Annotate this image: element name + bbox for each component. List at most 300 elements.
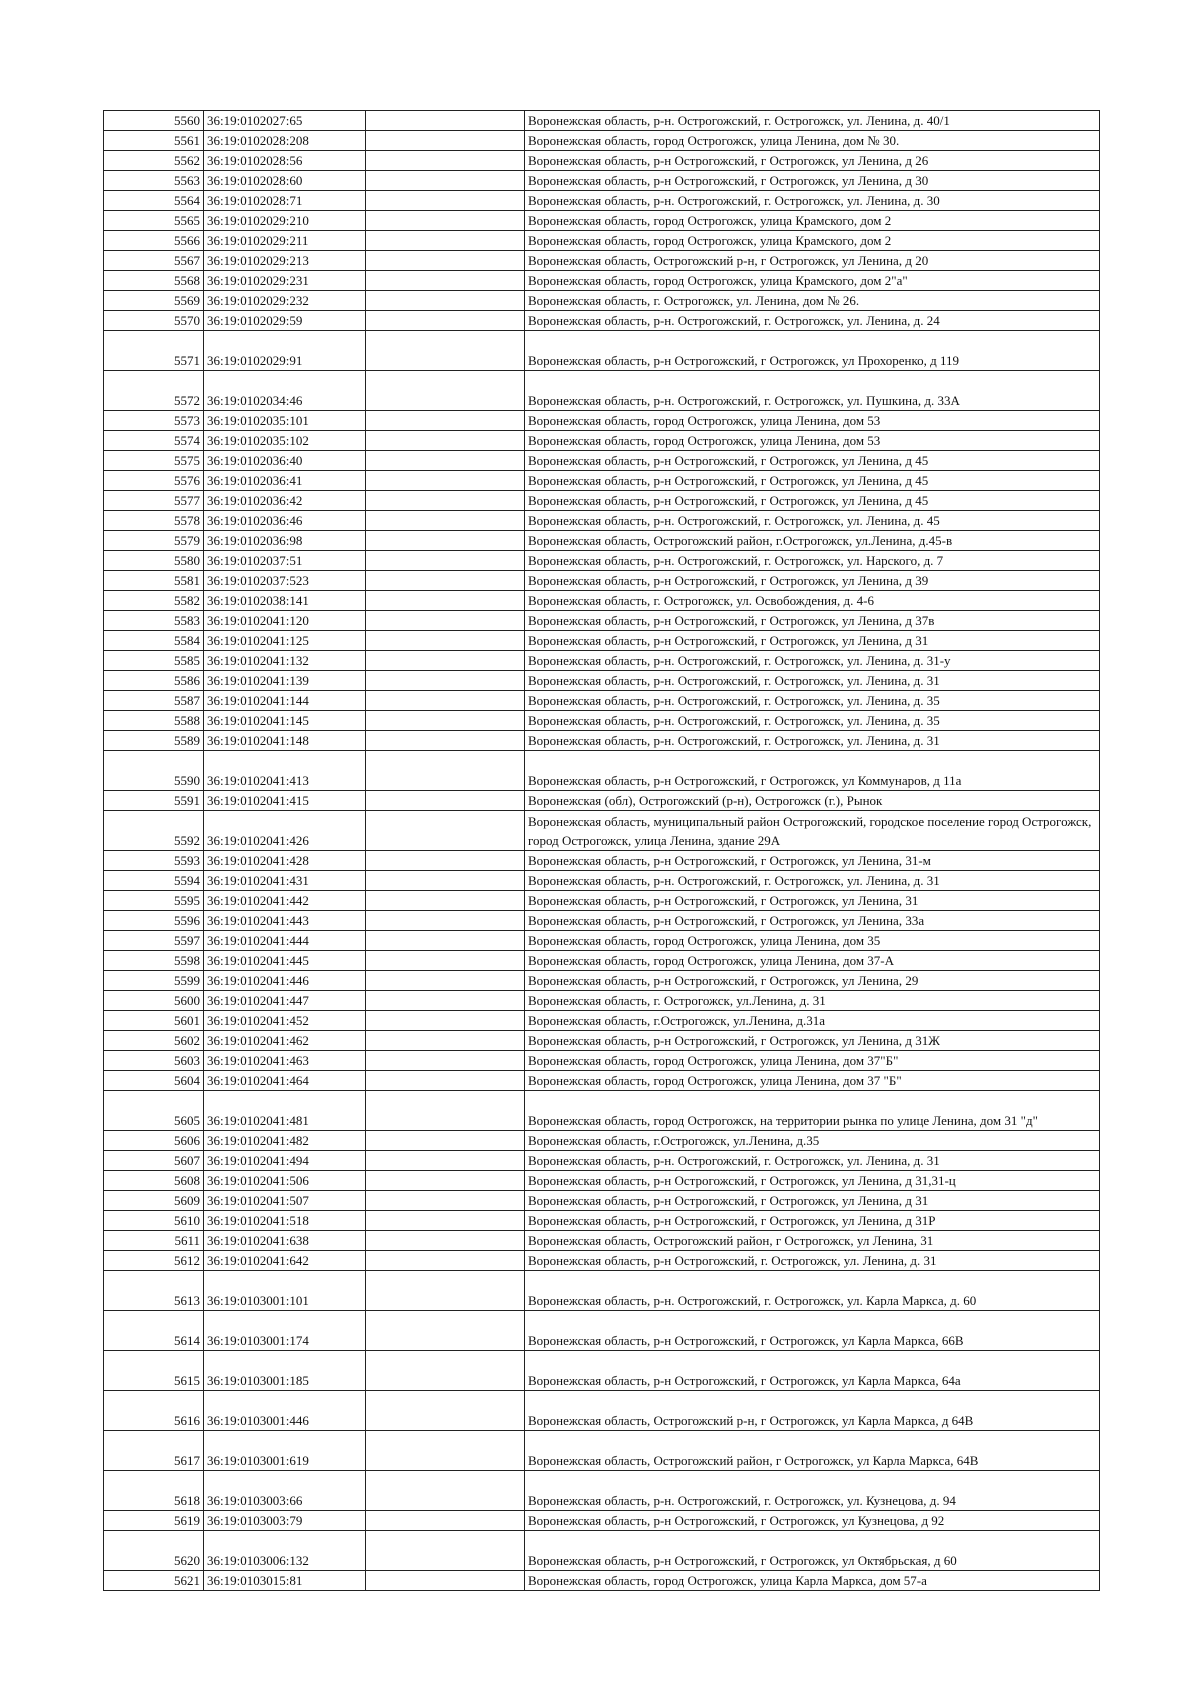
empty-cell (366, 231, 525, 251)
table-row (104, 311, 1100, 331)
address-cell: Воронежская область, р-н. Острогожский, г. Острогожск, ул. Кузнецова, д. 94 (525, 1471, 1100, 1511)
row-number-cell: 5615 (104, 1351, 204, 1391)
row-number-cell: 5572 (104, 371, 204, 411)
row-number-cell: 5602 (104, 1031, 204, 1051)
cadastral-number-cell: 36:19:0102041:462 (204, 1031, 366, 1051)
address-cell: Воронежская область, Острогожский район, г.Острогожск, ул.Ленина, д.45-в (525, 531, 1100, 551)
table-row (104, 871, 1100, 891)
empty-cell (366, 471, 525, 491)
cadastral-number-cell: 36:19:0102035:102 (204, 431, 366, 451)
table-row (104, 151, 1100, 171)
row-number-cell: 5598 (104, 951, 204, 971)
table-row (104, 1051, 1100, 1071)
table-row (104, 1251, 1100, 1271)
cadastral-number-cell: 36:19:0102035:101 (204, 411, 366, 431)
table-row (104, 1571, 1100, 1591)
cadastral-number-cell: 36:19:0102041:445 (204, 951, 366, 971)
cadastral-number-cell: 36:19:0102041:481 (204, 1091, 366, 1131)
empty-cell (366, 1471, 525, 1511)
table-row (104, 431, 1100, 451)
cadastral-number-cell: 36:19:0102036:41 (204, 471, 366, 491)
row-number-cell: 5584 (104, 631, 204, 651)
empty-cell (366, 711, 525, 731)
address-cell: Воронежская область, р-н. Острогожский, г. Острогожск, ул. Карла Маркса, д. 60 (525, 1271, 1100, 1311)
empty-cell (366, 951, 525, 971)
table-row (104, 231, 1100, 251)
address-cell: Воронежская область, город Острогожск, улица Ленина, дом 37-А (525, 951, 1100, 971)
address-cell: Воронежская область, р-н Острогожский, г Острогожск, ул Ленина, 33а (525, 911, 1100, 931)
table-row (104, 1191, 1100, 1211)
empty-cell (366, 731, 525, 751)
row-number-cell: 5595 (104, 891, 204, 911)
row-number-cell: 5562 (104, 151, 204, 171)
address-cell: Воронежская область, г. Острогожск, ул.Ленина, д. 31 (525, 991, 1100, 1011)
table-row (104, 651, 1100, 671)
address-cell: Воронежская область, р-н Острогожский, г Острогожск, ул Ленина, д 31 (525, 631, 1100, 651)
table-row (104, 1431, 1100, 1471)
table-row (104, 451, 1100, 471)
empty-cell (366, 531, 525, 551)
row-number-cell: 5619 (104, 1511, 204, 1531)
row-number-cell: 5592 (104, 811, 204, 851)
address-cell: Воронежская область, Острогожский район, г Острогожск, ул Карла Маркса, 64В (525, 1431, 1100, 1471)
empty-cell (366, 1391, 525, 1431)
cadastral-number-cell: 36:19:0103003:79 (204, 1511, 366, 1531)
address-cell: Воронежская область, р-н Острогожский, г Острогожск, ул Прохоренко, д 119 (525, 331, 1100, 371)
cadastral-number-cell: 36:19:0103003:66 (204, 1471, 366, 1511)
row-number-cell: 5571 (104, 331, 204, 371)
table-row (104, 1531, 1100, 1571)
table-row (104, 1471, 1100, 1511)
table-row (104, 1131, 1100, 1151)
empty-cell (366, 791, 525, 811)
cadastral-number-cell: 36:19:0102041:463 (204, 1051, 366, 1071)
row-number-cell: 5617 (104, 1431, 204, 1471)
address-cell: Воронежская область, Острогожский р-н, г Острогожск, ул Ленина, д 20 (525, 251, 1100, 271)
table-row (104, 471, 1100, 491)
address-cell: Воронежская область, город Острогожск, улица Карла Маркса, дом 57-а (525, 1571, 1100, 1591)
address-cell: Воронежская область, р-н Острогожский, г Острогожск, ул Ленина, д 31Р (525, 1211, 1100, 1231)
address-cell: Воронежская область, город Острогожск, улица Ленина, дом 53 (525, 431, 1100, 451)
empty-cell (366, 491, 525, 511)
table-row (104, 111, 1100, 131)
empty-cell (366, 1251, 525, 1271)
address-cell: Воронежская область, р-н. Острогожский, г. Острогожск, ул. Ленина, д. 40/1 (525, 111, 1100, 131)
table-row (104, 411, 1100, 431)
cadastral-number-cell: 36:19:0102037:523 (204, 571, 366, 591)
cadastral-number-cell: 36:19:0102028:60 (204, 171, 366, 191)
table-row (104, 611, 1100, 631)
row-number-cell: 5582 (104, 591, 204, 611)
row-number-cell: 5589 (104, 731, 204, 751)
empty-cell (366, 1231, 525, 1251)
row-number-cell: 5612 (104, 1251, 204, 1271)
row-number-cell: 5605 (104, 1091, 204, 1131)
table-row (104, 1071, 1100, 1091)
empty-cell (366, 751, 525, 791)
cadastral-number-cell: 36:19:0102041:148 (204, 731, 366, 751)
empty-cell (366, 1511, 525, 1531)
table-row (104, 691, 1100, 711)
empty-cell (366, 631, 525, 651)
table-row (104, 851, 1100, 871)
empty-cell (366, 291, 525, 311)
address-cell: Воронежская область, р-н Острогожский, г. Острогожск, ул. Ленина, д. 31 (525, 1251, 1100, 1271)
table-row (104, 331, 1100, 371)
row-number-cell: 5621 (104, 1571, 204, 1591)
empty-cell (366, 1151, 525, 1171)
row-number-cell: 5585 (104, 651, 204, 671)
empty-cell (366, 311, 525, 331)
table-row (104, 271, 1100, 291)
table-row (104, 191, 1100, 211)
address-cell: Воронежская область, р-н Острогожский, г Острогожск, ул Ленина, д 30 (525, 171, 1100, 191)
table-row (104, 1271, 1100, 1311)
cadastral-number-cell: 36:19:0102029:213 (204, 251, 366, 271)
address-cell: Воронежская область, р-н Острогожский, г Острогожск, ул Ленина, д 31 (525, 1191, 1100, 1211)
empty-cell (366, 871, 525, 891)
address-cell: Воронежская область, р-н Острогожский, г Острогожск, ул Ленина, д 37в (525, 611, 1100, 631)
address-cell: Воронежская область, г. Острогожск, ул. Освобождения, д. 4-6 (525, 591, 1100, 611)
address-cell: Воронежская область, р-н Острогожский, г Острогожск, ул Карла Маркса, 66В (525, 1311, 1100, 1351)
cadastral-number-cell: 36:19:0102029:91 (204, 331, 366, 371)
address-cell: Воронежская область, р-н. Острогожский, г. Острогожск, ул. Ленина, д. 31-у (525, 651, 1100, 671)
cadastral-number-cell: 36:19:0102041:464 (204, 1071, 366, 1091)
row-number-cell: 5565 (104, 211, 204, 231)
cadastral-number-cell: 36:19:0102041:443 (204, 911, 366, 931)
empty-cell (366, 151, 525, 171)
address-cell: Воронежская область, р-н Острогожский, г Острогожск, ул Ленина, д 45 (525, 471, 1100, 491)
cadastral-number-cell: 36:19:0102028:208 (204, 131, 366, 151)
cadastral-number-cell: 36:19:0102041:518 (204, 1211, 366, 1231)
empty-cell (366, 891, 525, 911)
address-cell: Воронежская (обл), Острогожский (р-н), Острогожск (г.), Рынок (525, 791, 1100, 811)
cadastral-number-cell: 36:19:0102041:413 (204, 751, 366, 791)
address-cell: Воронежская область, г. Острогожск, ул. Ленина, дом № 26. (525, 291, 1100, 311)
empty-cell (366, 1531, 525, 1571)
address-cell: Воронежская область, р-н Острогожский, г Острогожск, ул Коммунаров, д 11а (525, 751, 1100, 791)
cadastral-number-cell: 36:19:0102029:231 (204, 271, 366, 291)
cadastral-number-cell: 36:19:0102041:125 (204, 631, 366, 651)
cadastral-number-cell: 36:19:0102041:132 (204, 651, 366, 671)
row-number-cell: 5600 (104, 991, 204, 1011)
cadastral-number-cell: 36:19:0103001:446 (204, 1391, 366, 1431)
address-cell: Воронежская область, город Острогожск, улица Крамского, дом 2 (525, 211, 1100, 231)
cadastral-number-cell: 36:19:0102036:98 (204, 531, 366, 551)
address-cell: Воронежская область, г.Острогожск, ул.Ленина, д.31а (525, 1011, 1100, 1031)
row-number-cell: 5563 (104, 171, 204, 191)
address-cell: Воронежская область, р-н Острогожский, г Острогожск, ул Ленина, 31-м (525, 851, 1100, 871)
cadastral-number-cell: 36:19:0102041:446 (204, 971, 366, 991)
row-number-cell: 5620 (104, 1531, 204, 1571)
table-row (104, 1231, 1100, 1251)
address-cell: Воронежская область, р-н. Острогожский, г. Острогожск, ул. Ленина, д. 31 (525, 731, 1100, 751)
table-row (104, 1391, 1100, 1431)
address-cell: Воронежская область, р-н. Острогожский, г. Острогожск, ул. Пушкина, д. 33А (525, 371, 1100, 411)
empty-cell (366, 1051, 525, 1071)
cadastral-number-cell: 36:19:0102027:65 (204, 111, 366, 131)
row-number-cell: 5594 (104, 871, 204, 891)
empty-cell (366, 271, 525, 291)
table-row (104, 1031, 1100, 1051)
table-row (104, 951, 1100, 971)
address-cell: Воронежская область, город Острогожск, на территории рынка по улице Ленина, дом 31 "д" (525, 1091, 1100, 1131)
address-cell: Воронежская область, р-н Острогожский, г Острогожск, ул Ленина, д 31,31-ц (525, 1171, 1100, 1191)
row-number-cell: 5575 (104, 451, 204, 471)
empty-cell (366, 171, 525, 191)
empty-cell (366, 371, 525, 411)
cadastral-number-cell: 36:19:0103001:101 (204, 1271, 366, 1311)
table-row (104, 891, 1100, 911)
row-number-cell: 5599 (104, 971, 204, 991)
address-cell: Воронежская область, город Острогожск, улица Ленина, дом 35 (525, 931, 1100, 951)
address-cell: Воронежская область, р-н. Острогожский, г. Острогожск, ул. Ленина, д. 35 (525, 711, 1100, 731)
address-cell: Воронежская область, город Острогожск, улица Ленина, дом № 30. (525, 131, 1100, 151)
address-cell: Воронежская область, р-н Острогожский, г Острогожск, ул Октябрьская, д 60 (525, 1531, 1100, 1571)
table-row (104, 1011, 1100, 1031)
cadastral-number-cell: 36:19:0102028:71 (204, 191, 366, 211)
address-cell: Воронежская область, р-н. Острогожский, г. Острогожск, ул. Ленина, д. 30 (525, 191, 1100, 211)
empty-cell (366, 1211, 525, 1231)
empty-cell (366, 851, 525, 871)
empty-cell (366, 931, 525, 951)
cadastral-number-cell: 36:19:0102036:46 (204, 511, 366, 531)
cadastral-number-cell: 36:19:0102036:42 (204, 491, 366, 511)
table-row (104, 551, 1100, 571)
empty-cell (366, 991, 525, 1011)
row-number-cell: 5574 (104, 431, 204, 451)
address-cell: Воронежская область, р-н Острогожский, г Острогожск, ул Карла Маркса, 64а (525, 1351, 1100, 1391)
table-row (104, 731, 1100, 751)
table-row (104, 671, 1100, 691)
table-row (104, 211, 1100, 231)
table-row (104, 631, 1100, 651)
row-number-cell: 5618 (104, 1471, 204, 1511)
cadastral-number-cell: 36:19:0102041:642 (204, 1251, 366, 1271)
row-number-cell: 5596 (104, 911, 204, 931)
address-cell: Воронежская область, город Острогожск, улица Ленина, дом 37"Б" (525, 1051, 1100, 1071)
cadastral-number-cell: 36:19:0102029:232 (204, 291, 366, 311)
table-row (104, 491, 1100, 511)
table-row (104, 371, 1100, 411)
address-cell: Воронежская область, р-н Острогожский, г Острогожск, ул Ленина, д 45 (525, 451, 1100, 471)
row-number-cell: 5603 (104, 1051, 204, 1071)
empty-cell (366, 811, 525, 851)
cadastral-number-cell: 36:19:0102041:139 (204, 671, 366, 691)
row-number-cell: 5561 (104, 131, 204, 151)
address-cell: Воронежская область, р-н. Острогожский, г. Острогожск, ул. Ленина, д. 24 (525, 311, 1100, 331)
row-number-cell: 5610 (104, 1211, 204, 1231)
address-cell: Воронежская область, город Острогожск, улица Ленина, дом 37 "Б" (525, 1071, 1100, 1091)
cadastral-number-cell: 36:19:0102041:447 (204, 991, 366, 1011)
row-number-cell: 5580 (104, 551, 204, 571)
row-number-cell: 5564 (104, 191, 204, 211)
row-number-cell: 5570 (104, 311, 204, 331)
empty-cell (366, 911, 525, 931)
row-number-cell: 5614 (104, 1311, 204, 1351)
address-cell: Воронежская область, г.Острогожск, ул.Ленина, д.35 (525, 1131, 1100, 1151)
cadastral-number-cell: 36:19:0103001:619 (204, 1431, 366, 1471)
empty-cell (366, 431, 525, 451)
row-number-cell: 5569 (104, 291, 204, 311)
empty-cell (366, 1311, 525, 1351)
cadastral-number-cell: 36:19:0103015:81 (204, 1571, 366, 1591)
cadastral-number-cell: 36:19:0102041:120 (204, 611, 366, 631)
cadastral-number-cell: 36:19:0103001:185 (204, 1351, 366, 1391)
table-row (104, 911, 1100, 931)
table-row (104, 251, 1100, 271)
address-cell: Воронежская область, р-н. Острогожский, г. Острогожск, ул. Ленина, д. 45 (525, 511, 1100, 531)
row-number-cell: 5573 (104, 411, 204, 431)
address-cell: Воронежская область, город Острогожск, улица Ленина, дом 53 (525, 411, 1100, 431)
cadastral-number-cell: 36:19:0102034:46 (204, 371, 366, 411)
address-cell: Воронежская область, р-н Острогожский, г Острогожск, ул Кузнецова, д 92 (525, 1511, 1100, 1531)
table-row (104, 511, 1100, 531)
address-cell: Воронежская область, р-н Острогожский, г Острогожск, ул Ленина, д 45 (525, 491, 1100, 511)
empty-cell (366, 511, 525, 531)
empty-cell (366, 1171, 525, 1191)
cadastral-number-cell: 36:19:0102041:431 (204, 871, 366, 891)
row-number-cell: 5608 (104, 1171, 204, 1191)
table-row (104, 1151, 1100, 1171)
address-cell: Воронежская область, р-н. Острогожский, г. Острогожск, ул. Ленина, д. 35 (525, 691, 1100, 711)
cadastral-number-cell: 36:19:0102041:144 (204, 691, 366, 711)
table-row (104, 1351, 1100, 1391)
row-number-cell: 5586 (104, 671, 204, 691)
row-number-cell: 5590 (104, 751, 204, 791)
table-row (104, 791, 1100, 811)
empty-cell (366, 331, 525, 371)
address-cell: Воронежская область, р-н. Острогожский, г. Острогожск, ул. Ленина, д. 31 (525, 1151, 1100, 1171)
row-number-cell: 5583 (104, 611, 204, 631)
address-cell: Воронежская область, Острогожский район, г Острогожск, ул Ленина, 31 (525, 1231, 1100, 1251)
cadastral-number-cell: 36:19:0103001:174 (204, 1311, 366, 1351)
row-number-cell: 5567 (104, 251, 204, 271)
empty-cell (366, 591, 525, 611)
empty-cell (366, 971, 525, 991)
cadastral-number-cell: 36:19:0102041:494 (204, 1151, 366, 1171)
row-number-cell: 5613 (104, 1271, 204, 1311)
row-number-cell: 5587 (104, 691, 204, 711)
table-row (104, 171, 1100, 191)
registry-table-body (104, 111, 1100, 1591)
row-number-cell: 5607 (104, 1151, 204, 1171)
table-row (104, 131, 1100, 151)
address-cell: Воронежская область, р-н Острогожский, г Острогожск, ул Ленина, 29 (525, 971, 1100, 991)
cadastral-number-cell: 36:19:0102038:141 (204, 591, 366, 611)
row-number-cell: 5591 (104, 791, 204, 811)
cadastral-number-cell: 36:19:0102041:442 (204, 891, 366, 911)
address-cell: Воронежская область, р-н. Острогожский, г. Острогожск, ул. Ленина, д. 31 (525, 671, 1100, 691)
row-number-cell: 5597 (104, 931, 204, 951)
row-number-cell: 5616 (104, 1391, 204, 1431)
empty-cell (366, 1011, 525, 1031)
empty-cell (366, 191, 525, 211)
empty-cell (366, 251, 525, 271)
empty-cell (366, 611, 525, 631)
address-cell: Воронежская область, муниципальный район Острогожский, городское поселение город Острогожск, город Острогожск, улица Ленина, здание 29А (525, 811, 1100, 851)
row-number-cell: 5579 (104, 531, 204, 551)
table-row (104, 811, 1100, 851)
row-number-cell: 5578 (104, 511, 204, 531)
address-cell: Воронежская область, город Острогожск, улица Крамского, дом 2 (525, 231, 1100, 251)
table-row (104, 1311, 1100, 1351)
table-row (104, 1511, 1100, 1531)
empty-cell (366, 571, 525, 591)
row-number-cell: 5577 (104, 491, 204, 511)
address-cell: Воронежская область, город Острогожск, улица Крамского, дом 2"а" (525, 271, 1100, 291)
address-cell: Воронежская область, р-н Острогожский, г Острогожск, ул Ленина, 31 (525, 891, 1100, 911)
empty-cell (366, 111, 525, 131)
address-cell: Воронежская область, р-н. Острогожский, г. Острогожск, ул. Ленина, д. 31 (525, 871, 1100, 891)
row-number-cell: 5609 (104, 1191, 204, 1211)
table-row (104, 751, 1100, 791)
empty-cell (366, 551, 525, 571)
cadastral-number-cell: 36:19:0102029:210 (204, 211, 366, 231)
table-row (104, 291, 1100, 311)
cadastral-number-cell: 36:19:0102029:211 (204, 231, 366, 251)
row-number-cell: 5566 (104, 231, 204, 251)
cadastral-number-cell: 36:19:0102041:482 (204, 1131, 366, 1151)
empty-cell (366, 1271, 525, 1311)
row-number-cell: 5611 (104, 1231, 204, 1251)
table-row (104, 1211, 1100, 1231)
cadastral-number-cell: 36:19:0102041:145 (204, 711, 366, 731)
row-number-cell: 5606 (104, 1131, 204, 1151)
cadastral-number-cell: 36:19:0102037:51 (204, 551, 366, 571)
empty-cell (366, 131, 525, 151)
table-row (104, 1171, 1100, 1191)
empty-cell (366, 451, 525, 471)
table-row (104, 991, 1100, 1011)
row-number-cell: 5576 (104, 471, 204, 491)
address-cell: Воронежская область, р-н. Острогожский, г. Острогожск, ул. Нарского, д. 7 (525, 551, 1100, 571)
cadastral-number-cell: 36:19:0103006:132 (204, 1531, 366, 1571)
cadastral-number-cell: 36:19:0102041:506 (204, 1171, 366, 1191)
empty-cell (366, 1031, 525, 1051)
cadastral-number-cell: 36:19:0102041:444 (204, 931, 366, 951)
row-number-cell: 5604 (104, 1071, 204, 1091)
table-row (104, 931, 1100, 951)
address-cell: Воронежская область, р-н Острогожский, г Острогожск, ул Ленина, д 31Ж (525, 1031, 1100, 1051)
empty-cell (366, 651, 525, 671)
empty-cell (366, 211, 525, 231)
row-number-cell: 5568 (104, 271, 204, 291)
table-row (104, 591, 1100, 611)
table-row (104, 711, 1100, 731)
empty-cell (366, 671, 525, 691)
address-cell: Воронежская область, Острогожский р-н, г Острогожск, ул Карла Маркса, д 64В (525, 1391, 1100, 1431)
address-cell: Воронежская область, р-н Острогожский, г Острогожск, ул Ленина, д 39 (525, 571, 1100, 591)
address-cell: Воронежская область, р-н Острогожский, г Острогожск, ул Ленина, д 26 (525, 151, 1100, 171)
cadastral-number-cell: 36:19:0102041:426 (204, 811, 366, 851)
empty-cell (366, 1351, 525, 1391)
cadastral-number-cell: 36:19:0102029:59 (204, 311, 366, 331)
empty-cell (366, 411, 525, 431)
table-row (104, 1091, 1100, 1131)
table-row (104, 571, 1100, 591)
row-number-cell: 5581 (104, 571, 204, 591)
row-number-cell: 5560 (104, 111, 204, 131)
row-number-cell: 5601 (104, 1011, 204, 1031)
empty-cell (366, 1091, 525, 1131)
cadastral-number-cell: 36:19:0102028:56 (204, 151, 366, 171)
row-number-cell: 5593 (104, 851, 204, 871)
cadastral-registry-table (103, 110, 1100, 1591)
empty-cell (366, 691, 525, 711)
cadastral-number-cell: 36:19:0102041:507 (204, 1191, 366, 1211)
row-number-cell: 5588 (104, 711, 204, 731)
